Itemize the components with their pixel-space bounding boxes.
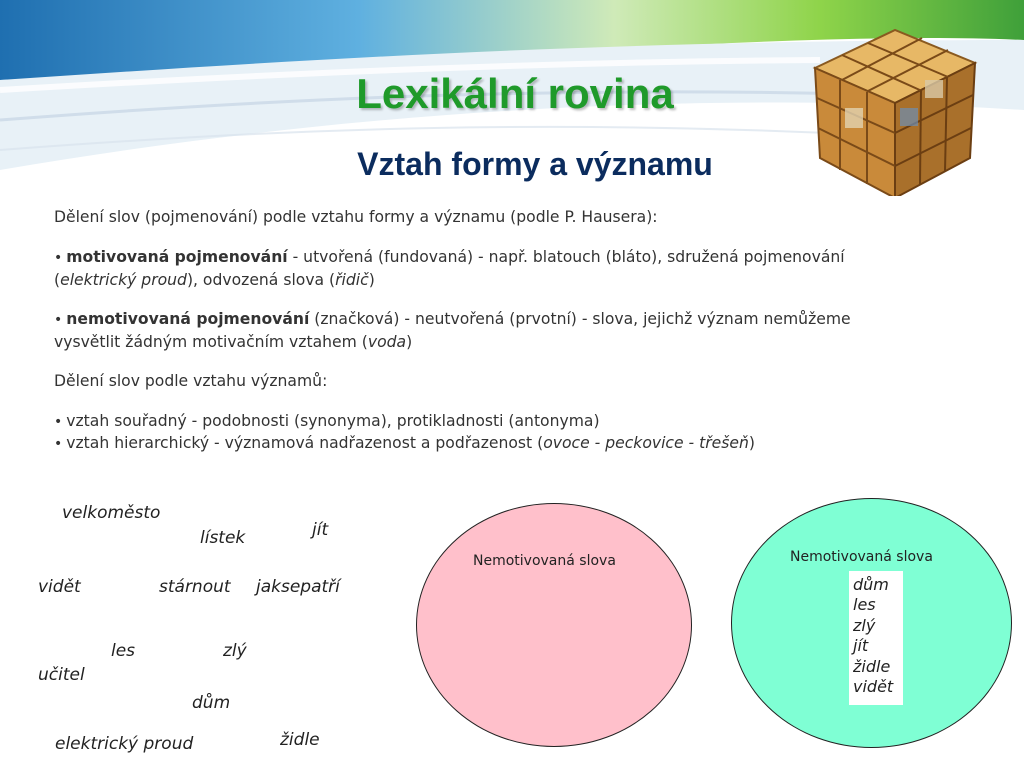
bullet-hierarchical [54,432,755,455]
bullet-icon: • [54,312,63,328]
paren-open: ( [54,271,61,289]
list-item: židle [853,656,891,676]
bullet-unmotivated-desc: (značková) - neutvořená (prvotní) - slova, jejichž význam nemůžeme [309,310,851,328]
word-item[interactable]: jít [312,520,329,540]
paren-close: ) [748,434,755,452]
word-item[interactable]: dům [192,693,231,713]
intro-paragraph: Dělení slov (pojmenování) podle vztahu formy a významu (podle P. Hausera): [54,208,658,226]
unmotivated-circle-pink [416,503,692,747]
word-item[interactable]: zlý [223,641,247,661]
teal-word-list [849,571,903,705]
word-item[interactable]: lístek [200,528,246,548]
bullet-icon: • [54,414,63,430]
word-item[interactable]: stárnout [159,577,231,597]
word-item[interactable]: vidět [38,577,81,597]
example-hierarchy: ovoce - peckovice - třešeň [543,434,749,452]
bullet-motivated-term: motivovaná pojmenování [66,248,288,266]
bullet-motivated-desc-2: ), odvozená slova ( [186,271,336,289]
slide-title-text: Lexikální rovina [356,70,674,117]
word-item[interactable]: učitel [38,665,85,685]
bullet-hierarchical-text: vztah hierarchický - významová nadřazenost a podřazenost ( [66,434,544,452]
word-item[interactable]: jaksepatří [256,577,340,597]
intro2-paragraph: Dělení slov podle vztahu významů: [54,372,328,390]
example-electric-current: elektrický proud [60,271,187,289]
bullet-icon: • [54,250,63,266]
bullet-unmotivated-desc-2: vysvětlit žádným motivačním vztahem ( [54,333,368,351]
slide-title [0,70,1024,118]
word-item[interactable]: les [111,641,136,661]
teal-circle-label: Nemotivovaná slova [790,549,933,565]
word-item[interactable]: velkoměsto [62,503,161,523]
list-item: zlý [853,615,876,635]
list-item: jít [853,636,869,656]
example-driver: řidič [335,271,369,289]
bullet-coordinate-text: vztah souřadný - podobnosti (synonyma), protikladnosti (antonyma) [66,412,600,430]
list-item: vidět [853,677,894,697]
bullet-motivated-desc: - utvořená (fundovaná) - např. blatouch (bláto), sdružená pojmenování [287,248,845,266]
content-textbox [44,196,939,464]
bullet-coordinate [54,410,600,433]
bullet-motivated [54,246,845,291]
bullet-unmotivated [54,308,851,353]
bullet-icon: • [54,436,63,452]
bullet-unmotivated-term: nemotivovaná pojmenování [66,310,310,328]
list-item: les [853,595,876,615]
word-item[interactable]: židle [280,730,320,750]
paren-close: ) [368,271,375,289]
paren-close: ) [406,333,413,351]
example-water: voda [367,333,407,351]
slide-subtitle: Vztah formy a významu [357,146,713,182]
list-item: dům [853,575,889,594]
pink-circle-label: Nemotivovaná slova [473,553,616,569]
word-item[interactable]: elektrický proud [55,734,194,754]
